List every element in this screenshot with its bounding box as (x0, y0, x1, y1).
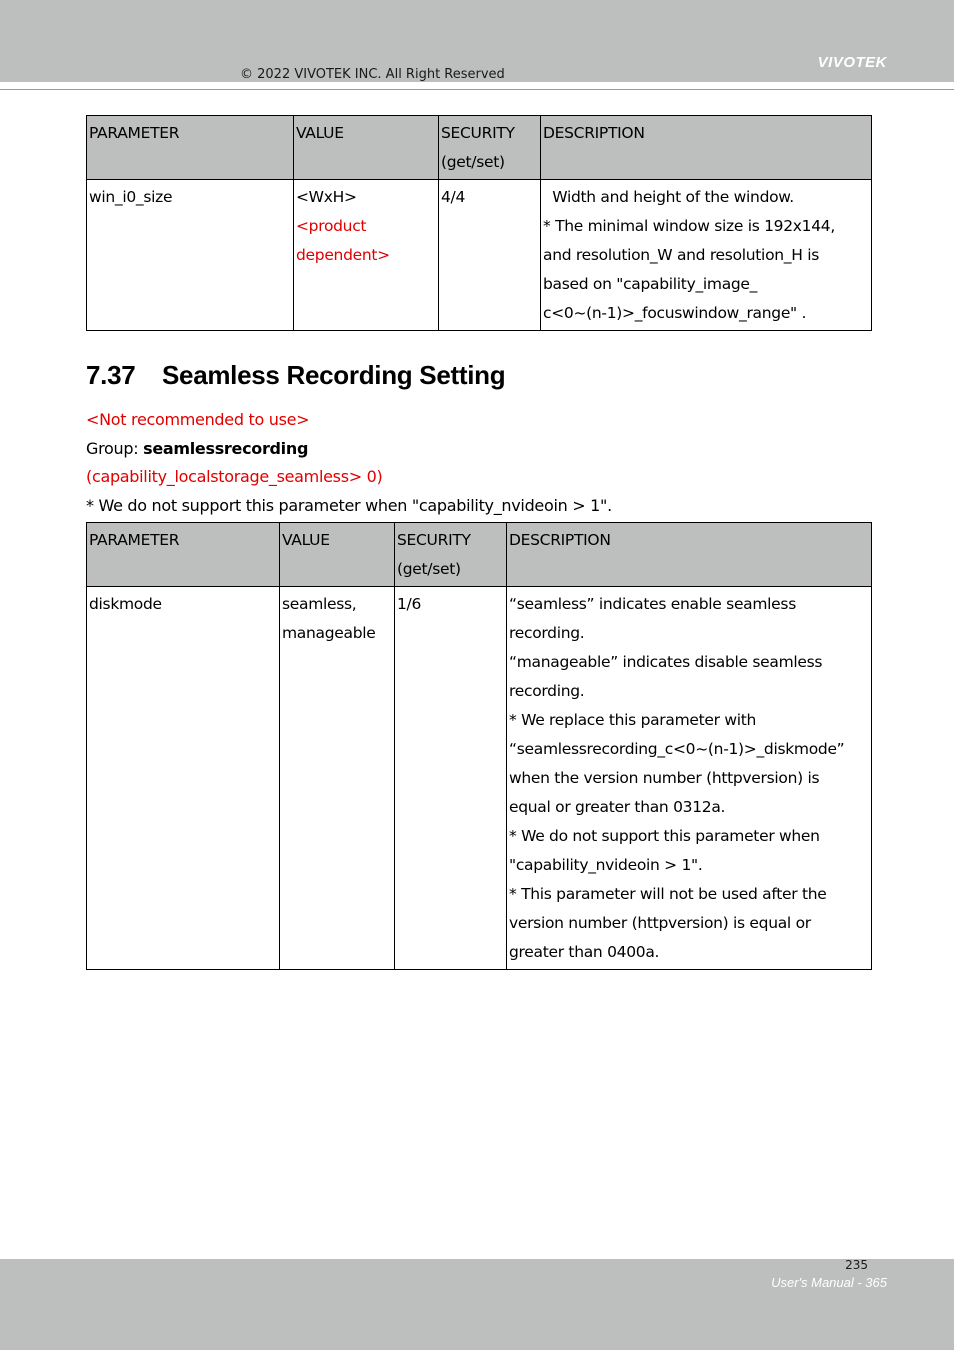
section-heading: 7.37 Seamless Recording Setting (86, 360, 506, 390)
header-security: SECURITY (get/set) (395, 523, 507, 587)
cell-value: seamless, manageable (280, 587, 395, 970)
cell-value: <WxH> <product dependent> (294, 180, 439, 331)
cell-parameter: diskmode (87, 587, 280, 970)
group-name: seamlessrecording (143, 439, 309, 458)
cell-security: 4/4 (439, 180, 541, 331)
parameter-table-window (86, 115, 872, 331)
parameter-table-seamless (86, 522, 872, 970)
footer-band (0, 1259, 954, 1350)
cell-parameter: win_i0_size (87, 180, 294, 331)
capability-condition: (capability_localstorage_seamless> 0) (86, 467, 383, 486)
cell-description: Width and height of the window. * The minimal window size is 192x144, and resolution_W and resolution_H is based on "capability_image_ c<0~(n-1)>_focuswindow_range" . (541, 180, 872, 331)
page-number: 235 (845, 1258, 868, 1272)
table-row (87, 587, 872, 970)
table-row (87, 180, 872, 331)
header-divider (0, 89, 954, 90)
header-parameter: PARAMETER (87, 523, 280, 587)
manual-page-label: User's Manual - 365 (771, 1275, 887, 1290)
header-description: DESCRIPTION (541, 116, 872, 180)
cell-security: 1/6 (395, 587, 507, 970)
brand-logo: VIVOTEK (817, 54, 887, 71)
support-note: * We do not support this parameter when "capability_nvideoin > 1". (86, 496, 612, 515)
header-security: SECURITY (get/set) (439, 116, 541, 180)
cell-description: “seamless” indicates enable seamless recording. “manageable” indicates disable seamless recording. * We replace this parameter with “seamlessrecording_c<0~(n-1)>_diskmode” when the version number (httpversion) is equal or greater than 0312a. * We do not support this parameter when "capability_nvideoin > 1". * This parameter will not be used after the version number (httpversion) is equal or greater than 0400a. (507, 587, 872, 970)
not-recommended-note: <Not recommended to use> (86, 410, 310, 429)
header-parameter: PARAMETER (87, 116, 294, 180)
table-header-row (87, 116, 872, 180)
table-header-row (87, 523, 872, 587)
copyright-text: © 2022 VIVOTEK INC. All Right Reserved (240, 67, 505, 82)
header-value: VALUE (294, 116, 439, 180)
header-value: VALUE (280, 523, 395, 587)
header-description: DESCRIPTION (507, 523, 872, 587)
group-line: Group: seamlessrecording (86, 439, 309, 458)
